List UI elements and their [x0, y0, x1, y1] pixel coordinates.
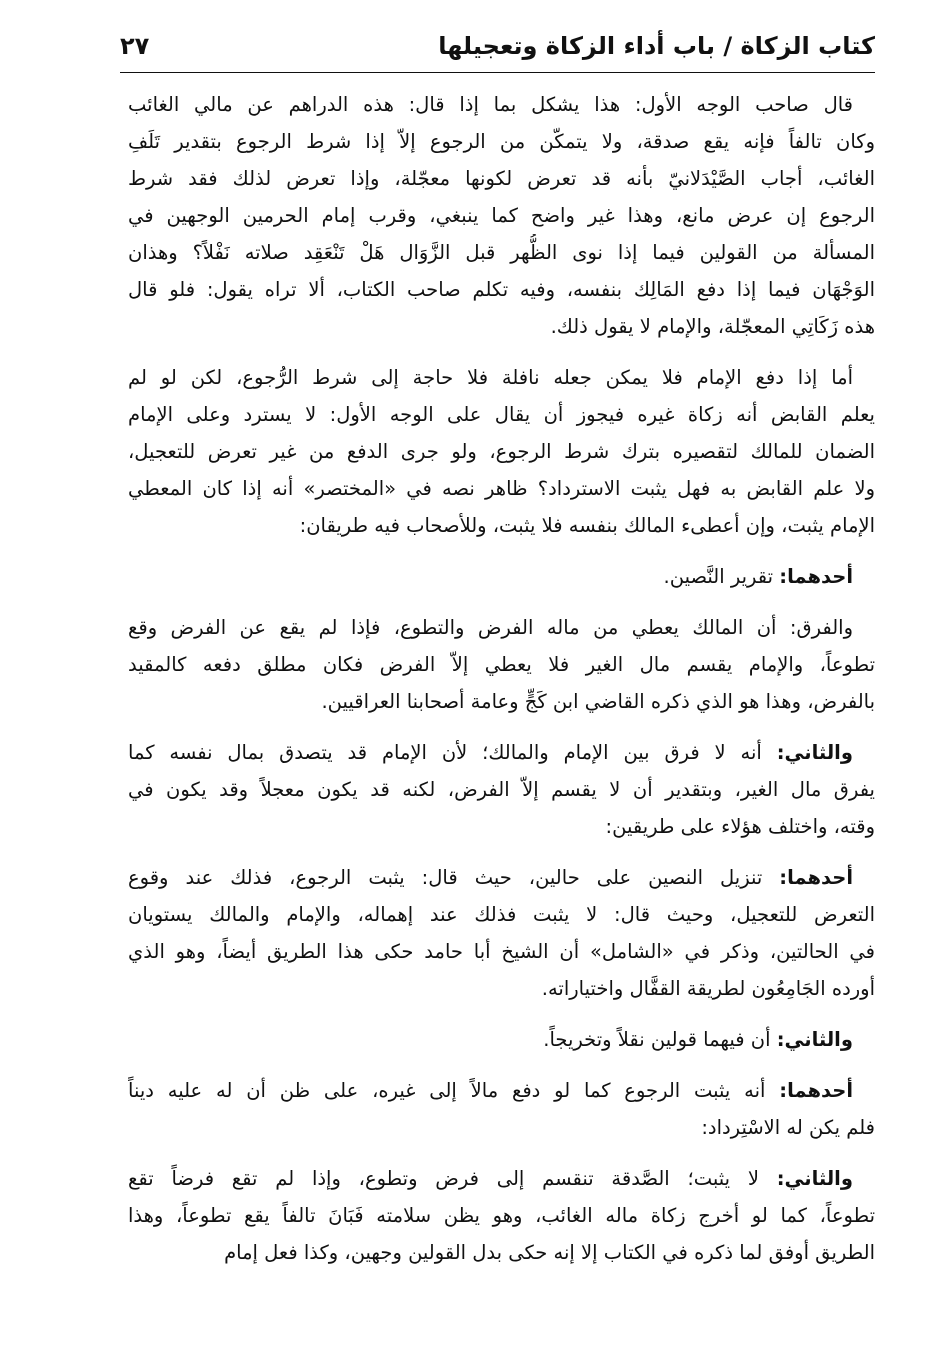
text-line — [128, 1021, 875, 1058]
paragraph — [128, 1160, 875, 1271]
text-line — [128, 1197, 875, 1234]
paragraph — [128, 1021, 875, 1058]
line-text: هذه زَكَاتِي المعجّلة، والإمام لا يقول ذلك. — [550, 315, 875, 338]
text-line — [128, 1072, 875, 1109]
text-line — [128, 86, 875, 123]
paragraph — [128, 859, 875, 1007]
text-line — [128, 1109, 875, 1146]
paragraph — [128, 86, 875, 345]
text-line — [128, 470, 875, 507]
text-line — [128, 896, 875, 933]
text-line — [128, 197, 875, 234]
text-line — [128, 234, 875, 271]
line-text: الوَجْهَان فيما إذا دفع المَالِك بنفسه، وفيه تكلم صاحب الكتاب، ألا تراه يقول: فلو قال — [128, 278, 875, 301]
text-line — [128, 933, 875, 970]
line-text: لا يثبت؛ الصَّدقة تنقسم إلى فرض وتطوع، وإذا لم تقع فرضاً تقع — [128, 1167, 759, 1190]
text-line — [128, 308, 875, 345]
text-line — [128, 808, 875, 845]
line-text: الضمان للمالك لتقصيره بترك شرط الرجوع، ولو جرى الدفع من غير تعرض للتعجيل، — [128, 440, 875, 463]
line-text: يفرق مال الغير، وبتقدير أن لا يقسم إلاّ الفرض، لكنه قد يكون معجلاً وقد يكون في — [128, 778, 875, 801]
text-line — [128, 396, 875, 433]
paragraph-label: والثاني: — [776, 1167, 853, 1190]
text-line — [128, 683, 875, 720]
paragraph-label: والثاني: — [776, 1028, 853, 1051]
paragraph-label: أحدهما: — [779, 866, 853, 889]
text-line — [128, 1160, 875, 1197]
line-text: تنزيل النصين على حالين، حيث قال: يثبت الرجوع، فذلك عند وقوع — [128, 866, 763, 889]
paragraph-label: أحدهما: — [779, 565, 853, 588]
line-text: يعلم القابض أنه زكاة غيره فيجوز أن يقال على الوجه الأول: لا يسترد وعلى الإمام — [128, 403, 875, 426]
text-line — [128, 123, 875, 160]
text-line — [128, 271, 875, 308]
paragraph — [128, 359, 875, 544]
line-text: في الحالتين، وذكر في «الشامل» أن الشيخ أبا حامد حكى هذا الطريق أيضاً، وهو الذي — [128, 940, 875, 963]
text-line — [128, 970, 875, 1007]
chapter-title: كتاب الزكاة / باب أداء الزكاة وتعجيلها — [438, 32, 875, 60]
text-line — [128, 359, 875, 396]
text-line — [128, 734, 875, 771]
page-number: ٢٧ — [120, 32, 150, 60]
text-line — [128, 433, 875, 470]
line-text: أن فيهما قولين نقلاً وتخريجاً. — [543, 1028, 771, 1051]
text-line — [128, 507, 875, 544]
text-line — [128, 771, 875, 808]
line-text: التعرض للتعجيل، وحيث قال: لا يثبت فذلك عند إهماله، والإمام والمالك يستويان — [128, 903, 875, 926]
line-text: الإمام يثبت، وإن أعطىء المالك بنفسه فلا يثبت، وللأصحاب فيه طريقان: — [299, 514, 875, 537]
line-text: المسألة من القولين فيما إذا نوى الظُّهر قبل الزَّوَال هَلْ تَنْعَقِد صلاته نَفْلاً؟ وهذان — [128, 241, 875, 264]
line-text: وقته، واختلف هؤلاء على طريقين: — [605, 815, 875, 838]
line-text: تطوعاً، والإمام يقسم مال الغير فلا يعطي إلاّ الفرض فكان مطلق دفعه كالمقيد — [128, 653, 875, 676]
line-text: قال صاحب الوجه الأول: هذا يشكل بما إذا قال: هذه الدراهم عن مالي الغائب — [128, 93, 853, 116]
line-text: أنه يثبت الرجوع كما لو دفع مالاً إلى غيره، على ظن أن له عليه ديناً — [128, 1079, 766, 1102]
line-text: أما إذا دفع الإمام فلا يمكن جعله نافلة فلا حاجة إلى شرط الرُّجوع، لكن لو لم — [128, 366, 853, 389]
line-text: ولا علم القابض به فهل يثبت الاسترداد؟ ظاهر نصه في «المختصر» أنه إذا كان المعطي — [128, 477, 875, 500]
line-text: الرجوع إن عرض مانع، وهذا غير واضح كما ينبغي، وقرب إمام الحرمين الوجهين في — [128, 204, 875, 227]
paragraph-label: والثاني: — [776, 741, 853, 764]
line-text: بالفرض، وهذا هو الذي ذكره القاضي ابن كَجٍّ وعامة أصحابنا العراقيين. — [321, 690, 875, 713]
text-line — [128, 1234, 875, 1271]
text-body — [128, 86, 875, 1285]
paragraph — [128, 1072, 875, 1146]
line-text: الطريق أوفق لما ذكره في الكتاب إلا إنه حكى بدل القولين وجهين، وكذا فعل إمام — [224, 1241, 875, 1264]
line-text: أنه لا فرق بين الإمام والمالك؛ لأن الإمام قد يتصدق بمال نفسه كما — [128, 741, 762, 764]
line-text: فلم يكن له الاسْتِرداد: — [701, 1116, 875, 1139]
line-text: وكان تالفاً فإنه يقع صدقة، ولا يتمكّن من الرجوع إلاّ إذا شرط الرجوع بتقدير تَلَفِ — [128, 130, 875, 153]
running-header — [120, 30, 875, 73]
paragraph — [128, 558, 875, 595]
text-line — [128, 558, 875, 595]
text-line — [128, 609, 875, 646]
text-line — [128, 646, 875, 683]
line-text: أورده الجَامِعُون لطريقة القفَّال واختياراته. — [541, 977, 875, 1000]
paragraph — [128, 609, 875, 720]
line-text: تطوعاً، كما لو أخرج زكاة ماله الغائب، وهو يظن سلامته فَبَانَ تالفاً يقع تطوعاً، وهذا — [128, 1204, 875, 1227]
paragraph-label: أحدهما: — [779, 1079, 853, 1102]
line-text: الغائب، أجاب الصَّيْدَلانيّ بأنه قد تعرض لكونها معجّلة، وإذا تعرض لذلك فقد شرط — [128, 167, 875, 190]
line-text: والفرق: أن المالك يعطي من ماله الفرض والتطوع، فإذا لم يقع عن الفرض وقع — [128, 616, 853, 639]
text-line — [128, 160, 875, 197]
paragraph — [128, 734, 875, 845]
line-text: تقرير النَّصين. — [663, 565, 774, 588]
text-line — [128, 859, 875, 896]
